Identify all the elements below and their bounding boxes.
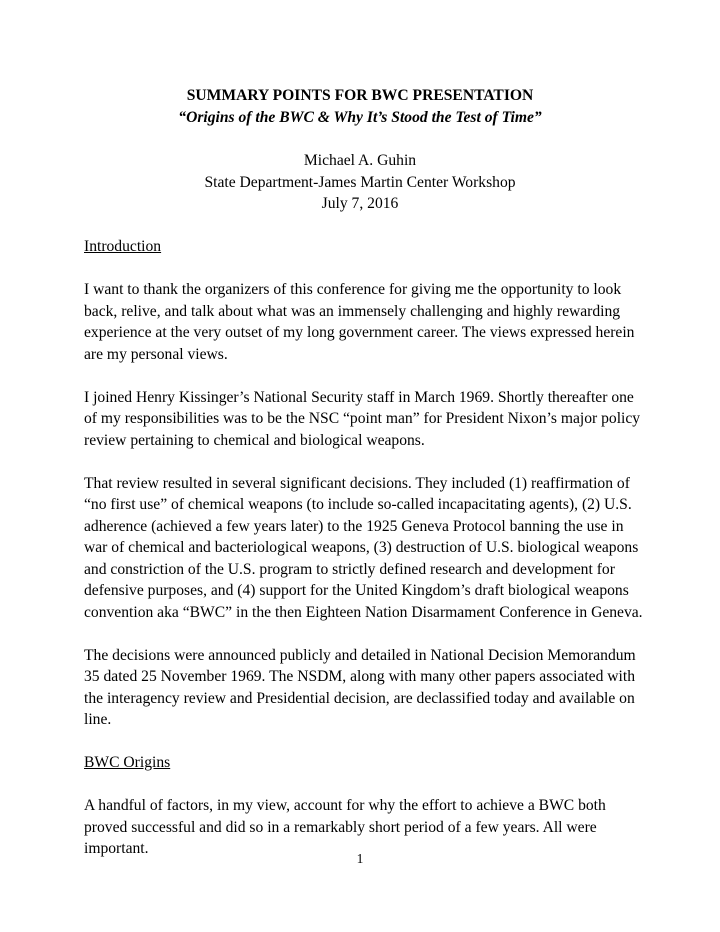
paragraph: A handful of factors, in my view, account for why the effort to achieve a BWC both proved successful and did so in a remarkably short period of a few years. All were important.: [84, 797, 606, 857]
document-body: [84, 236, 644, 881]
section-heading: BWC Origins: [84, 754, 171, 771]
author-name: Michael A. Guhin: [303, 152, 417, 169]
section-heading: Introduction: [84, 238, 162, 255]
document-header: [0, 85, 720, 128]
document-subtitle: “Origins of the BWC & Why It’s Stood the Test of Time”: [178, 108, 542, 126]
document-date: July 7, 2016: [321, 195, 399, 212]
paragraph: I want to thank the organizers of this conference for giving me the opportunity to look back, relive, and talk about what was an immensely challenging and highly rewarding experience at the very outset of my long government career. The views expressed herein are my personal views.: [84, 281, 635, 363]
section-bwc-origins: [84, 752, 644, 860]
paragraph: I joined Henry Kissinger’s National Security staff in March 1969. Shortly thereafter one of my responsibilities was to be the NSC “point man” for President Nixon’s major policy review pertaining to chemical and biological weapons.: [84, 388, 641, 449]
affiliation: State Department-James Martin Center Workshop: [204, 173, 516, 191]
page-number: 1: [356, 851, 364, 866]
paragraph: That review resulted in several significant decisions. They included (1) reaffirmation of “no first use” of chemical weapons (to include so-called incapacitating agents), (2) U.S. adherence (achieved a few years later) to the 1925 Geneva Protocol banning the use in war of chemical and bacteriological weapons, (3) destruction of U.S. biological weapons and constriction of the U.S. program to strictly defined research and development for defensive purposes, and (4) support for the United Kingdom’s draft biological weapons convention aka “BWC” in the then Eighteen Nation Disarmament Conference in Geneva.: [84, 474, 643, 621]
paragraph: The decisions were announced publicly and detailed in National Decision Memorandum 35 dated 25 November 1969. The NSDM, along with many other papers associated with the interagency review and Presidential decision, are declassified today and available on line.: [84, 646, 636, 728]
document-title: SUMMARY POINTS FOR BWC PRESENTATION: [186, 87, 534, 104]
section-introduction: [84, 236, 644, 731]
author-block: [0, 150, 720, 215]
